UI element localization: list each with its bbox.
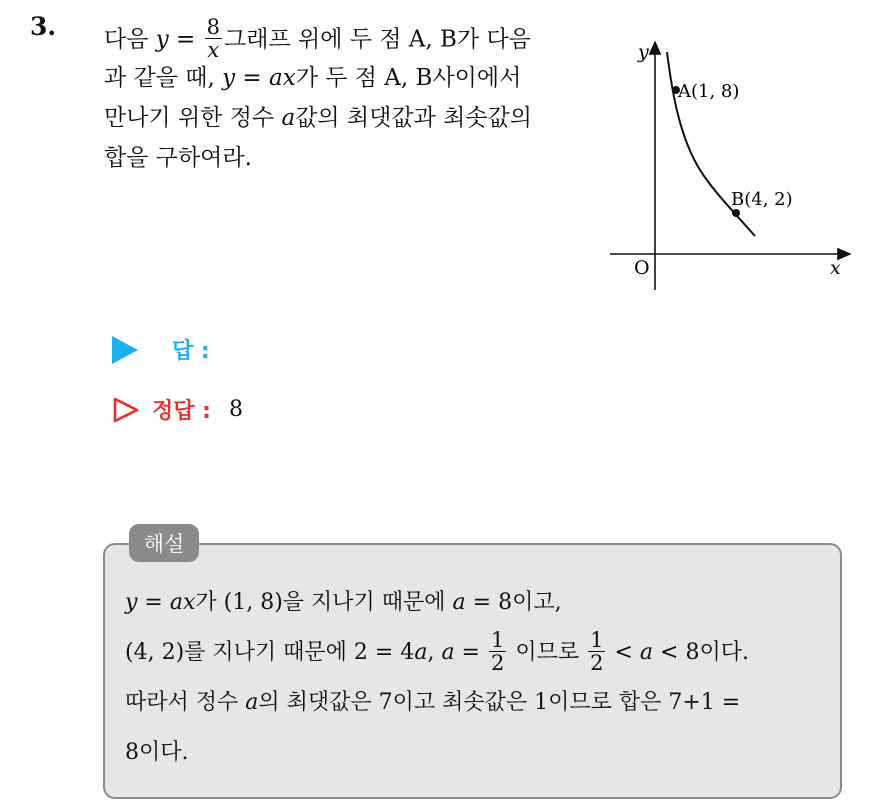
play-triangle-icon	[112, 336, 138, 364]
hyperbola-graph	[600, 30, 860, 295]
problem-line-2: 과 같을 때, y = ax가 두 점 A, B사이에서	[104, 65, 522, 91]
problem-line-1: 다음 y = $\frac{8}{x}$ 그래프 위에 두 점 A, B가 다음	[104, 15, 531, 62]
correct-answer-value: 8	[228, 397, 243, 422]
solution-line-2: (4, 2)를 지나기 때문에 2 = 4a, a = $\frac{1}{2}$ 이므로 $\frac{1}{2}$ < a < 8이다.	[125, 627, 749, 675]
solution-text	[125, 578, 830, 778]
point-a-label: A(1, 8)	[678, 81, 740, 102]
point-b-label: B(4, 2)	[731, 189, 793, 210]
solution-line-1: y = ax가 (1, 8)을 지나기 때문에 a = 8이고,	[125, 590, 562, 615]
fraction-one-half: $\frac{1}{2}$	[490, 627, 505, 675]
problem-line-4: 합을 구하여라.	[104, 145, 252, 171]
problem-line-3: 만나기 위한 정수 a값의 최댓값과 최솟값의	[104, 105, 532, 131]
fraction-one-half-2: $\frac{1}{2}$	[590, 627, 604, 675]
problem-number: 3.	[30, 12, 57, 41]
point-b	[732, 209, 740, 217]
correct-answer-row	[112, 394, 243, 425]
answer-row	[112, 334, 210, 365]
answer-label: 답 :	[172, 339, 210, 364]
x-axis-label: x	[830, 257, 841, 279]
y-axis-label: y	[638, 41, 649, 63]
solution-line-3: 따라서 정수 a의 최댓값은 7이고 최솟값은 1이므로 합은 7+1 =	[125, 690, 741, 715]
fraction-8-over-x: $\frac{8}{x}$	[206, 15, 221, 62]
outline-triangle-icon	[112, 396, 140, 424]
solution-tab: 해설	[129, 524, 199, 562]
origin-label: O	[634, 257, 650, 279]
problem-text	[104, 15, 594, 178]
solution-line-4: 8이다.	[125, 740, 189, 765]
correct-answer-label: 정답 :	[152, 399, 211, 424]
